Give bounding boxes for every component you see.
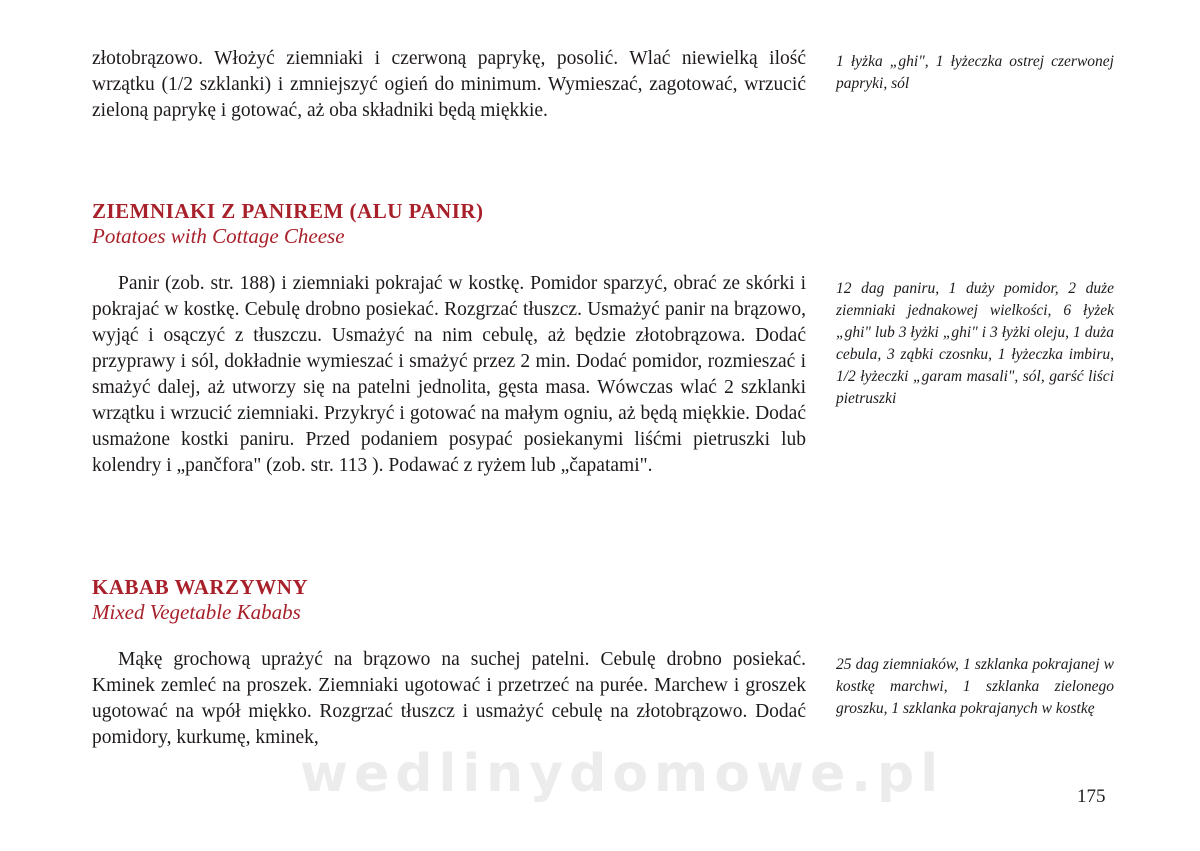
section2-ingredients-text: 25 dag ziemniaków, 1 szklanka pokrajanej w kostkę marchwi, 1 szklanka zielonego groszku, 1 szklanka pokrajanych w kostkę xyxy=(836,656,1114,717)
section0-ingredients-text: 1 łyżka „ghi", 1 łyżeczka ostrej czerwonej papryki, sól xyxy=(836,53,1114,92)
section1-paragraph: Panir (zob. str. 188) i ziemniaki pokrajać w kostkę. Pomidor sparzyć, obrać ze skórki i pokrajać w kostkę. Cebulę drobno posiekać. Rozgrzać tłuszcz. Usmażyć panir na brązowo, wyjąć i osączyć z tłuszczu. Usmażyć na nim cebulę, aż będzie złotobrązowa. Dodać przyprawy i sól, dokładnie wymieszać i smażyć przez 2 min. Dodać pomidor, rozmieszać i smażyć dalej, aż utworzy się na patelni jednolita, gęsta masa. Wówczas wlać 2 szklanki wrzątku i wrzucić ziemniaki. Przykryć i gotować na małym ogniu, aż będą miękkie. Dodać usmażone kostki paniru. Przed podaniem posypać posiekanymi liśćmi pietruszki lub kolendry i „pančfora" (zob. str. 113 ). Podawać z ryżem lub „čapatami". xyxy=(92,273,806,476)
section2-title: KABAB WARZYWNY xyxy=(92,575,309,599)
section0-ingredients xyxy=(836,51,1114,95)
section1-title: ZIEMNIAKI Z PANIREM (ALU PANIR) xyxy=(92,199,484,223)
section2-subtitle: Mixed Vegetable Kababs xyxy=(92,600,301,624)
page-number: 175 xyxy=(1077,786,1106,807)
section0-paragraph: złotobrązowo. Włożyć ziemniaki i czerwoną paprykę, posolić. Wlać niewielką ilość wrzątku (1/2 szklanki) i zmniejszyć ogień do minimum. Wymieszać, zagotować, wrzucić zieloną paprykę i gotować, aż oba składniki będą miękkie. xyxy=(92,48,806,121)
section1-body xyxy=(92,271,806,479)
section2-body xyxy=(92,647,806,751)
section1-ingredients-text: 12 dag paniru, 1 duży pomidor, 2 duże ziemniaki jednakowej wielkości, 6 łyżek „ghi" lub 3 łyżki „ghi" i 3 łyżki oleju, 1 duża cebula, 3 ząbki czosnku, 1 łyżeczka imbiru, 1/2 łyżeczki „garam masali", sól, garść liści pietruszki xyxy=(836,280,1114,407)
section2-ingredients xyxy=(836,654,1114,720)
section1-ingredients xyxy=(836,278,1114,410)
section1-subtitle: Potatoes with Cottage Cheese xyxy=(92,224,345,248)
section0-body xyxy=(92,46,806,124)
section2-paragraph: Mąkę grochową uprażyć na brązowo na suchej patelni. Cebulę drobno posiekać. Kminek zemleć na proszek. Ziemniaki ugotować i przetrzeć na purée. Marchew i groszek ugotować na wpół miękko. Rozgrzać tłuszcz i usmażyć cebulę na złotobrązowo. Dodać pomidory, kurkumę, kminek, xyxy=(92,649,806,748)
watermark: wedlinydomowe.pl xyxy=(300,744,945,804)
